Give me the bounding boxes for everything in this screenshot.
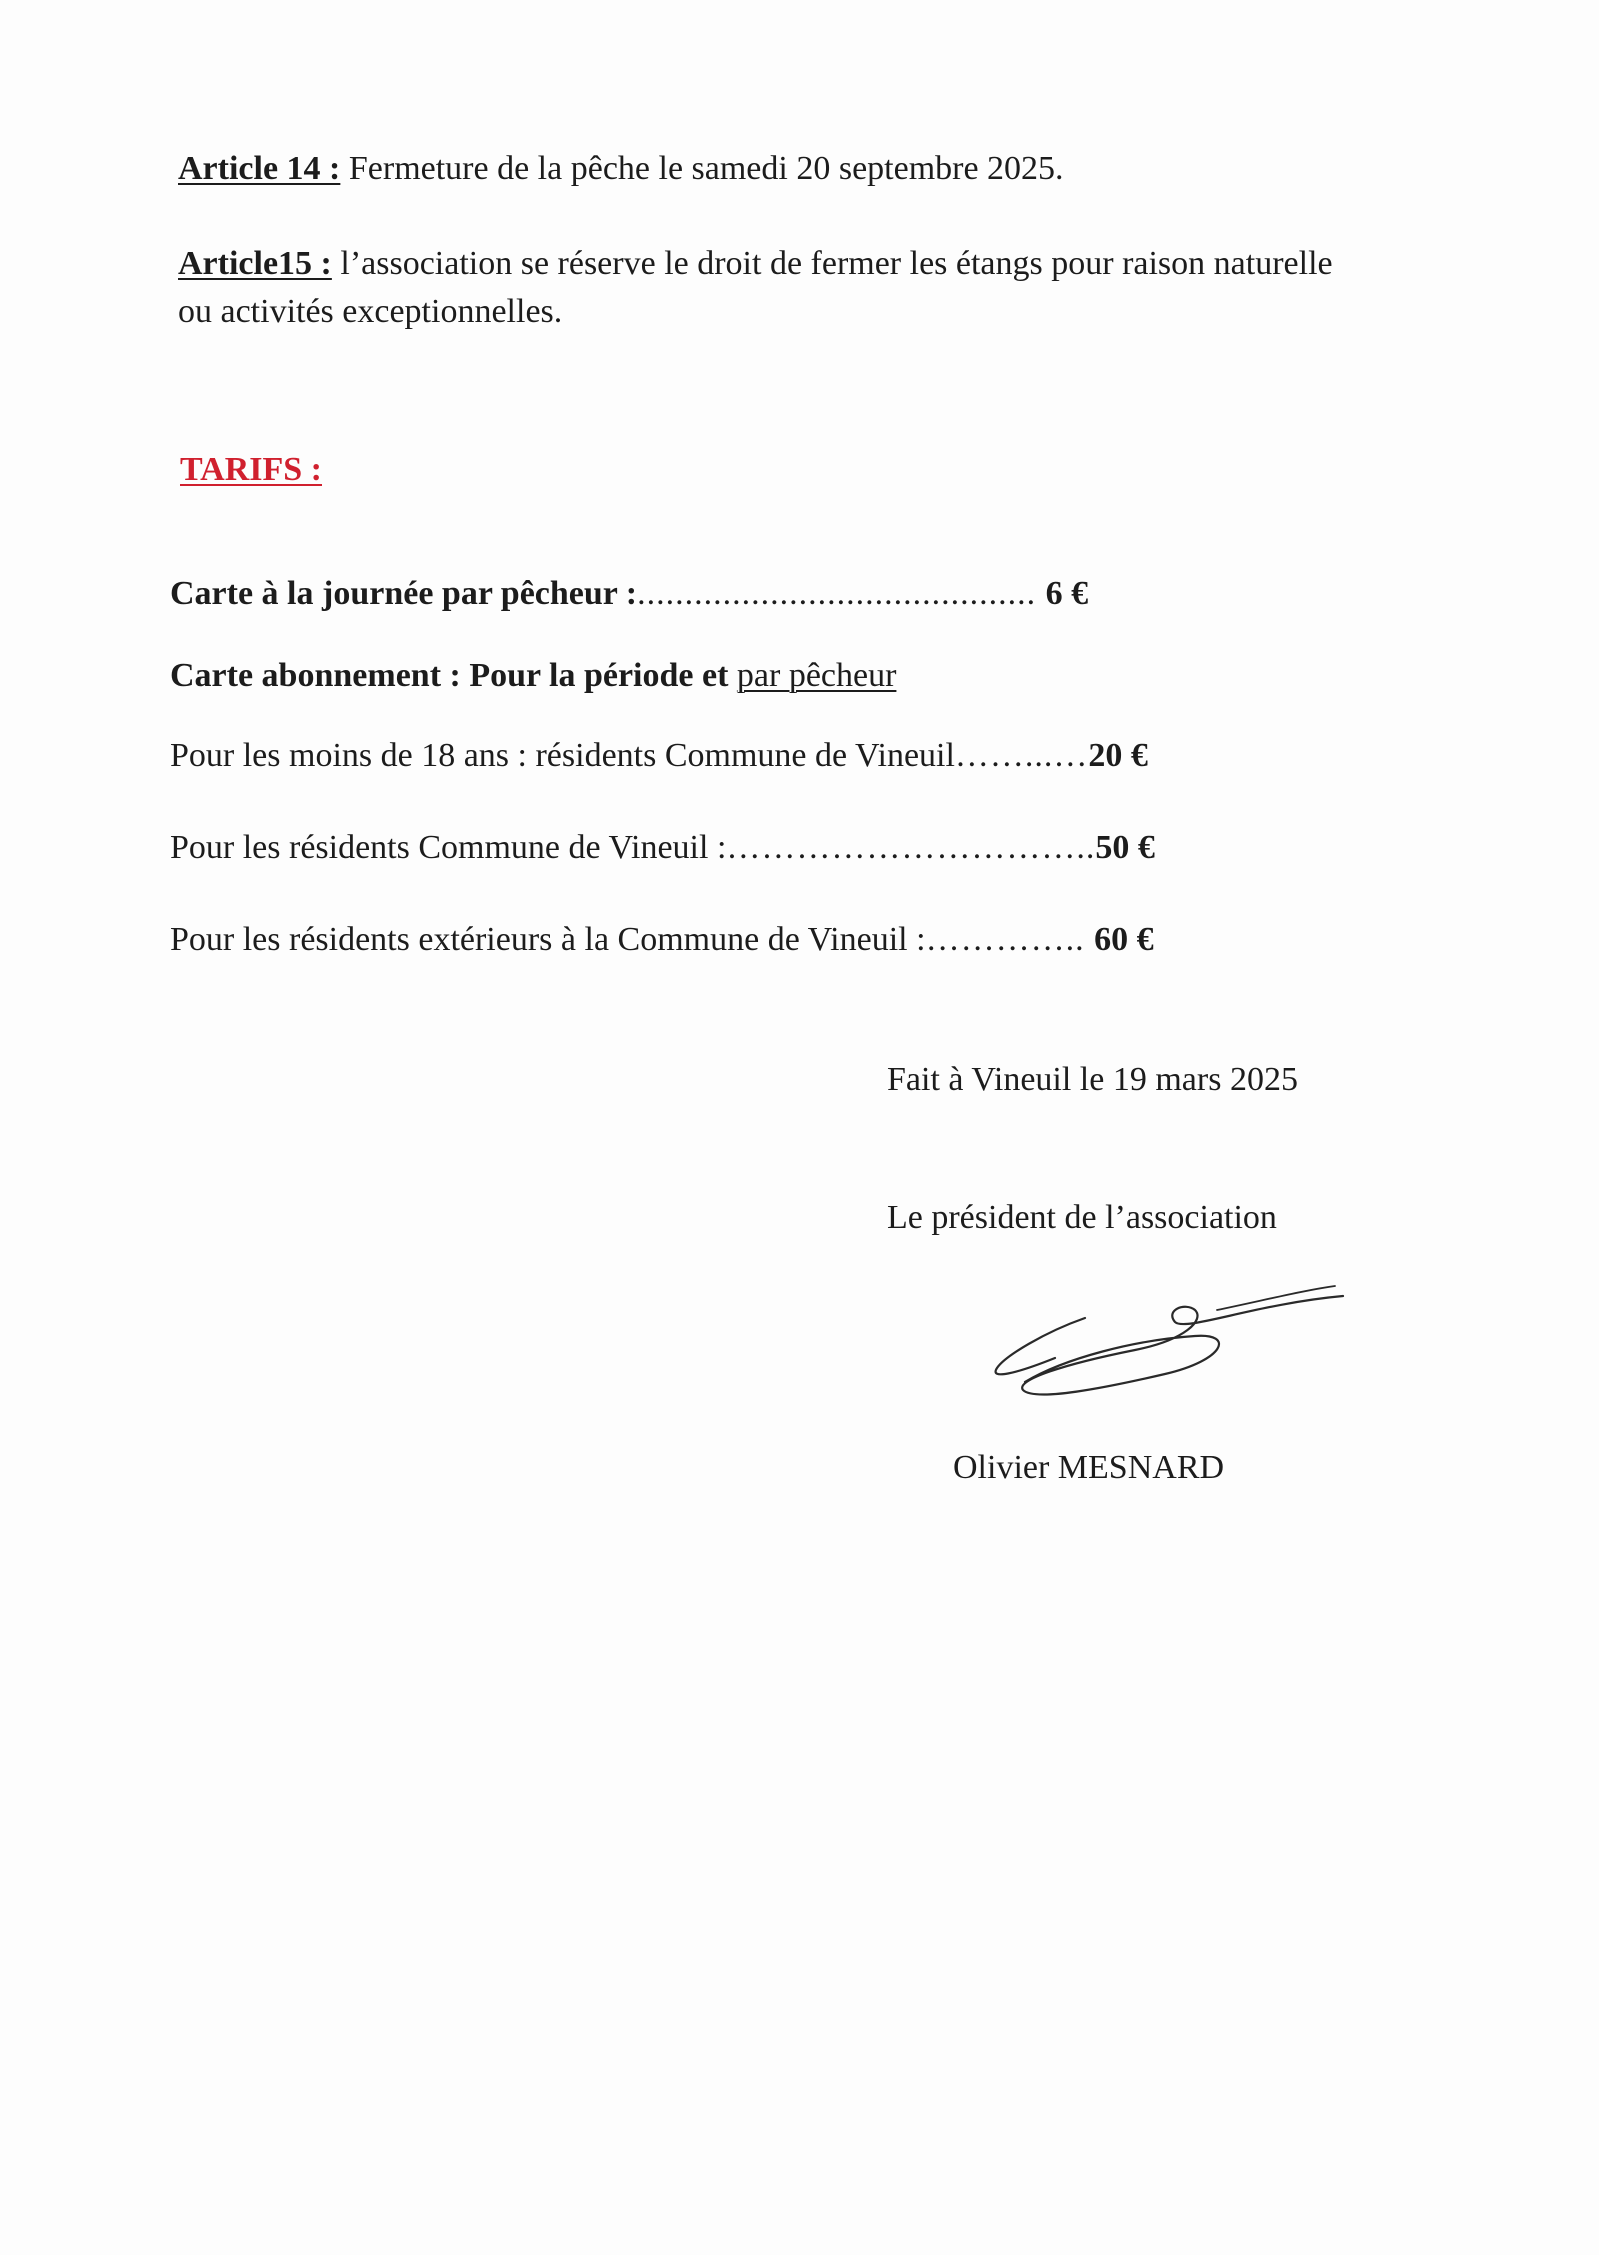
tarif-abonnement (170, 653, 896, 699)
tarif-row-dots: ………….. (925, 921, 1095, 958)
tarif-row-price: 60 € (1094, 921, 1154, 958)
tarif-row-label: Pour les moins de 18 ans : résidents Commune de Vineuil (170, 737, 955, 774)
signatory-name: Olivier MESNARD (953, 1449, 1225, 1486)
article-15-text: l’association se réserve le droit de fermer les étangs pour raison naturelle (331, 245, 1333, 282)
tarif-journee-dots: .......................................... (637, 575, 1046, 612)
article-15-continuation: ou activités exceptionnelles. (178, 293, 563, 330)
article-14 (178, 146, 1064, 192)
president-role: Le président de l’association (887, 1199, 1277, 1236)
article-14-label: Article 14 : (178, 150, 341, 187)
article-15 (178, 241, 1333, 287)
tarif-row-dots: ………………………….. (726, 829, 1096, 866)
tarif-row-label: Pour les résidents Commune de Vineuil : (170, 829, 727, 866)
tarif-row-exterieurs (170, 917, 1154, 963)
tarif-journee (170, 571, 1088, 617)
place-date: Fait à Vineuil le 19 mars 2025 (887, 1061, 1298, 1098)
tarif-journee-price: 6 € (1045, 575, 1089, 612)
tarif-row-moins-18 (170, 733, 1148, 779)
tarif-abonnement-label: Carte abonnement : Pour la période et (170, 657, 729, 694)
tarif-row-residents (170, 825, 1155, 871)
tarif-row-price: 50 € (1095, 829, 1155, 866)
tarif-row-dots: ……...… (954, 737, 1089, 774)
tarif-journee-label: Carte à la journée par pêcheur : (170, 575, 638, 612)
tarifs-heading: TARIFS : (180, 451, 322, 488)
article-15-label: Article15 : (178, 245, 332, 282)
tarif-row-price: 20 € (1088, 737, 1148, 774)
article-14-text: Fermeture de la pêche le samedi 20 septembre 2025. (340, 150, 1064, 187)
tarif-row-label: Pour les résidents extérieurs à la Commune de Vineuil : (170, 921, 926, 958)
tarif-abonnement-underlined: par pêcheur (736, 657, 897, 694)
signature-image (985, 1270, 1355, 1410)
